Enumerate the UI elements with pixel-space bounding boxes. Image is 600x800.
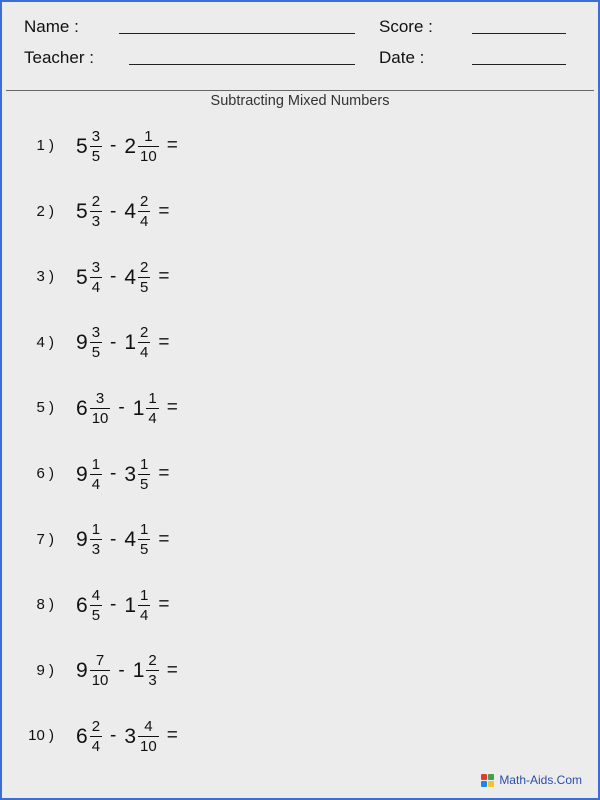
minuend-numerator: 3 <box>91 127 101 145</box>
score-line <box>472 33 566 34</box>
equals-sign: = <box>158 200 170 222</box>
logo-square-blue <box>481 781 487 787</box>
problem-row <box>2 580 562 630</box>
minuend-numerator: 3 <box>95 389 105 407</box>
subtrahend-whole: 1 <box>132 396 145 420</box>
subtrahend-denominator: 4 <box>140 213 149 231</box>
subtrahend-denominator: 10 <box>140 737 157 755</box>
minus-sign: - <box>110 266 117 288</box>
logo-square-red <box>481 774 487 780</box>
problem-expression <box>76 449 170 499</box>
minuend-numerator: 2 <box>91 193 101 211</box>
minuend-numerator: 1 <box>91 455 101 473</box>
subtrahend-fraction <box>138 719 159 754</box>
equals-sign: = <box>166 135 178 156</box>
equals-sign: = <box>158 528 170 550</box>
problem-expression <box>76 711 178 761</box>
minuend-whole: 5 <box>76 265 88 289</box>
minuend-fraction <box>90 653 111 688</box>
teacher-line <box>129 64 355 65</box>
minus-sign: - <box>110 725 117 747</box>
minus-sign: - <box>118 397 125 419</box>
minuend-fraction <box>90 719 102 754</box>
minuend-fraction <box>90 522 102 557</box>
problem-row <box>2 252 562 302</box>
minuend-denominator: 10 <box>91 672 109 690</box>
minuend-whole: 5 <box>76 200 88 224</box>
equals-sign: = <box>158 594 170 616</box>
name-label: Name : <box>24 17 79 36</box>
minus-sign: - <box>110 135 117 156</box>
minuend-denominator: 10 <box>91 409 109 427</box>
problem-number: 2 ) <box>36 202 54 220</box>
name-line <box>119 33 355 34</box>
minuend-numerator: 4 <box>91 586 101 604</box>
minus-sign: - <box>110 331 117 353</box>
minuend-numerator: 2 <box>91 717 101 735</box>
logo-square-green <box>488 774 494 780</box>
equals-sign: = <box>166 397 178 419</box>
problem-row <box>2 646 562 696</box>
subtrahend-numerator: 2 <box>140 324 149 342</box>
minuend-numerator: 3 <box>91 258 101 276</box>
problem-expression <box>76 383 178 433</box>
subtrahend-denominator: 3 <box>148 672 157 690</box>
minuend-whole: 9 <box>76 528 88 552</box>
minuend-numerator: 1 <box>91 521 101 539</box>
minuend-numerator: 7 <box>95 652 105 670</box>
subtrahend-fraction <box>138 457 150 492</box>
date-label: Date : <box>379 48 425 67</box>
subtrahend-fraction <box>146 391 158 426</box>
subtrahend-whole: 4 <box>124 528 137 552</box>
subtrahend-numerator: 2 <box>148 652 157 670</box>
subtrahend-whole: 1 <box>124 593 137 617</box>
problem-row <box>2 515 562 565</box>
minus-sign: - <box>118 659 125 681</box>
subtrahend-denominator: 4 <box>148 409 157 427</box>
minuend-whole: 5 <box>76 134 88 158</box>
problem-expression <box>76 318 170 368</box>
equals-sign: = <box>158 331 170 353</box>
subtrahend-denominator: 5 <box>140 278 149 296</box>
problem-number: 3 ) <box>36 268 54 286</box>
minuend-fraction <box>90 325 102 360</box>
minuend-numerator: 3 <box>91 324 101 342</box>
subtrahend-numerator: 1 <box>140 586 149 604</box>
worksheet-title: Subtracting Mixed Numbers <box>210 93 390 109</box>
subtrahend-fraction <box>138 522 150 557</box>
minuend-denominator: 3 <box>91 541 101 559</box>
subtrahend-denominator: 5 <box>140 475 149 493</box>
problem-row <box>2 187 562 237</box>
subtrahend-denominator: 5 <box>140 541 149 559</box>
problem-number: 7 ) <box>36 530 54 548</box>
subtrahend-numerator: 4 <box>144 717 153 735</box>
subtrahend-numerator: 2 <box>140 258 149 276</box>
problem-number: 9 ) <box>36 661 54 679</box>
problem-expression <box>76 580 170 630</box>
subtrahend-fraction <box>138 325 150 360</box>
subtrahend-numerator: 2 <box>140 193 149 211</box>
subtrahend-numerator: 1 <box>140 521 149 539</box>
minus-sign: - <box>110 594 117 616</box>
minuend-denominator: 4 <box>91 737 101 755</box>
minuend-whole: 6 <box>76 593 88 617</box>
subtrahend-fraction <box>138 129 159 164</box>
subtrahend-whole: 1 <box>132 659 145 683</box>
equals-sign: = <box>166 659 178 681</box>
problem-number: 4 ) <box>36 333 54 351</box>
subtrahend-whole: 1 <box>124 331 137 355</box>
equals-sign: = <box>158 463 170 484</box>
problem-expression <box>76 515 170 565</box>
problem-number: 10 ) <box>28 727 54 745</box>
subtrahend-fraction <box>138 260 150 295</box>
problem-number: 8 ) <box>36 596 54 614</box>
brand-footer <box>481 773 582 787</box>
subtrahend-numerator: 1 <box>144 127 153 145</box>
subtrahend-fraction <box>138 588 150 623</box>
subtrahend-whole: 3 <box>124 462 137 486</box>
minuend-fraction <box>90 588 102 623</box>
problem-expression <box>76 646 178 696</box>
minuend-denominator: 4 <box>91 278 101 296</box>
score-label: Score : <box>379 17 433 36</box>
minuend-whole: 9 <box>76 659 88 683</box>
minuend-fraction <box>90 194 102 229</box>
minuend-whole: 6 <box>76 396 88 420</box>
minuend-fraction <box>90 391 111 426</box>
minuend-denominator: 5 <box>91 147 101 165</box>
subtrahend-numerator: 1 <box>148 389 157 407</box>
problem-expression <box>76 252 170 302</box>
subtrahend-whole: 4 <box>124 200 137 224</box>
subtrahend-whole: 3 <box>124 724 137 748</box>
subtrahend-whole: 2 <box>124 134 137 158</box>
minuend-denominator: 5 <box>91 344 101 362</box>
minuend-fraction <box>90 457 102 492</box>
minus-sign: - <box>110 200 117 222</box>
header-divider <box>6 90 594 91</box>
minuend-whole: 6 <box>76 724 88 748</box>
problem-row <box>2 383 562 433</box>
problem-expression <box>76 121 178 171</box>
problem-row <box>2 318 562 368</box>
math-aids-logo-icon <box>481 774 494 787</box>
minuend-fraction <box>90 260 102 295</box>
subtrahend-whole: 4 <box>124 265 137 289</box>
minus-sign: - <box>110 463 117 484</box>
subtrahend-fraction <box>146 653 158 688</box>
problem-number: 5 ) <box>36 399 54 417</box>
minuend-whole: 9 <box>76 462 88 486</box>
equals-sign: = <box>166 725 178 747</box>
problem-row <box>2 711 562 761</box>
minuend-fraction <box>90 129 102 164</box>
teacher-label: Teacher : <box>24 48 94 67</box>
logo-square-yellow <box>488 781 494 787</box>
minus-sign: - <box>110 528 117 550</box>
minuend-denominator: 3 <box>91 213 101 231</box>
problem-number: 1 ) <box>36 137 54 154</box>
minuend-denominator: 4 <box>91 475 101 493</box>
problem-number: 6 ) <box>36 465 54 482</box>
subtrahend-denominator: 4 <box>140 606 149 624</box>
subtrahend-denominator: 10 <box>140 147 157 165</box>
date-line <box>472 64 566 65</box>
subtrahend-numerator: 1 <box>140 455 149 473</box>
minuend-whole: 9 <box>76 331 88 355</box>
problem-row <box>2 121 562 171</box>
problem-expression <box>76 187 170 237</box>
subtrahend-denominator: 4 <box>140 344 149 362</box>
subtrahend-fraction <box>138 194 150 229</box>
equals-sign: = <box>158 266 170 288</box>
problem-row <box>2 449 562 499</box>
brand-name: Math-Aids.Com <box>499 773 582 787</box>
minuend-denominator: 5 <box>91 606 101 624</box>
